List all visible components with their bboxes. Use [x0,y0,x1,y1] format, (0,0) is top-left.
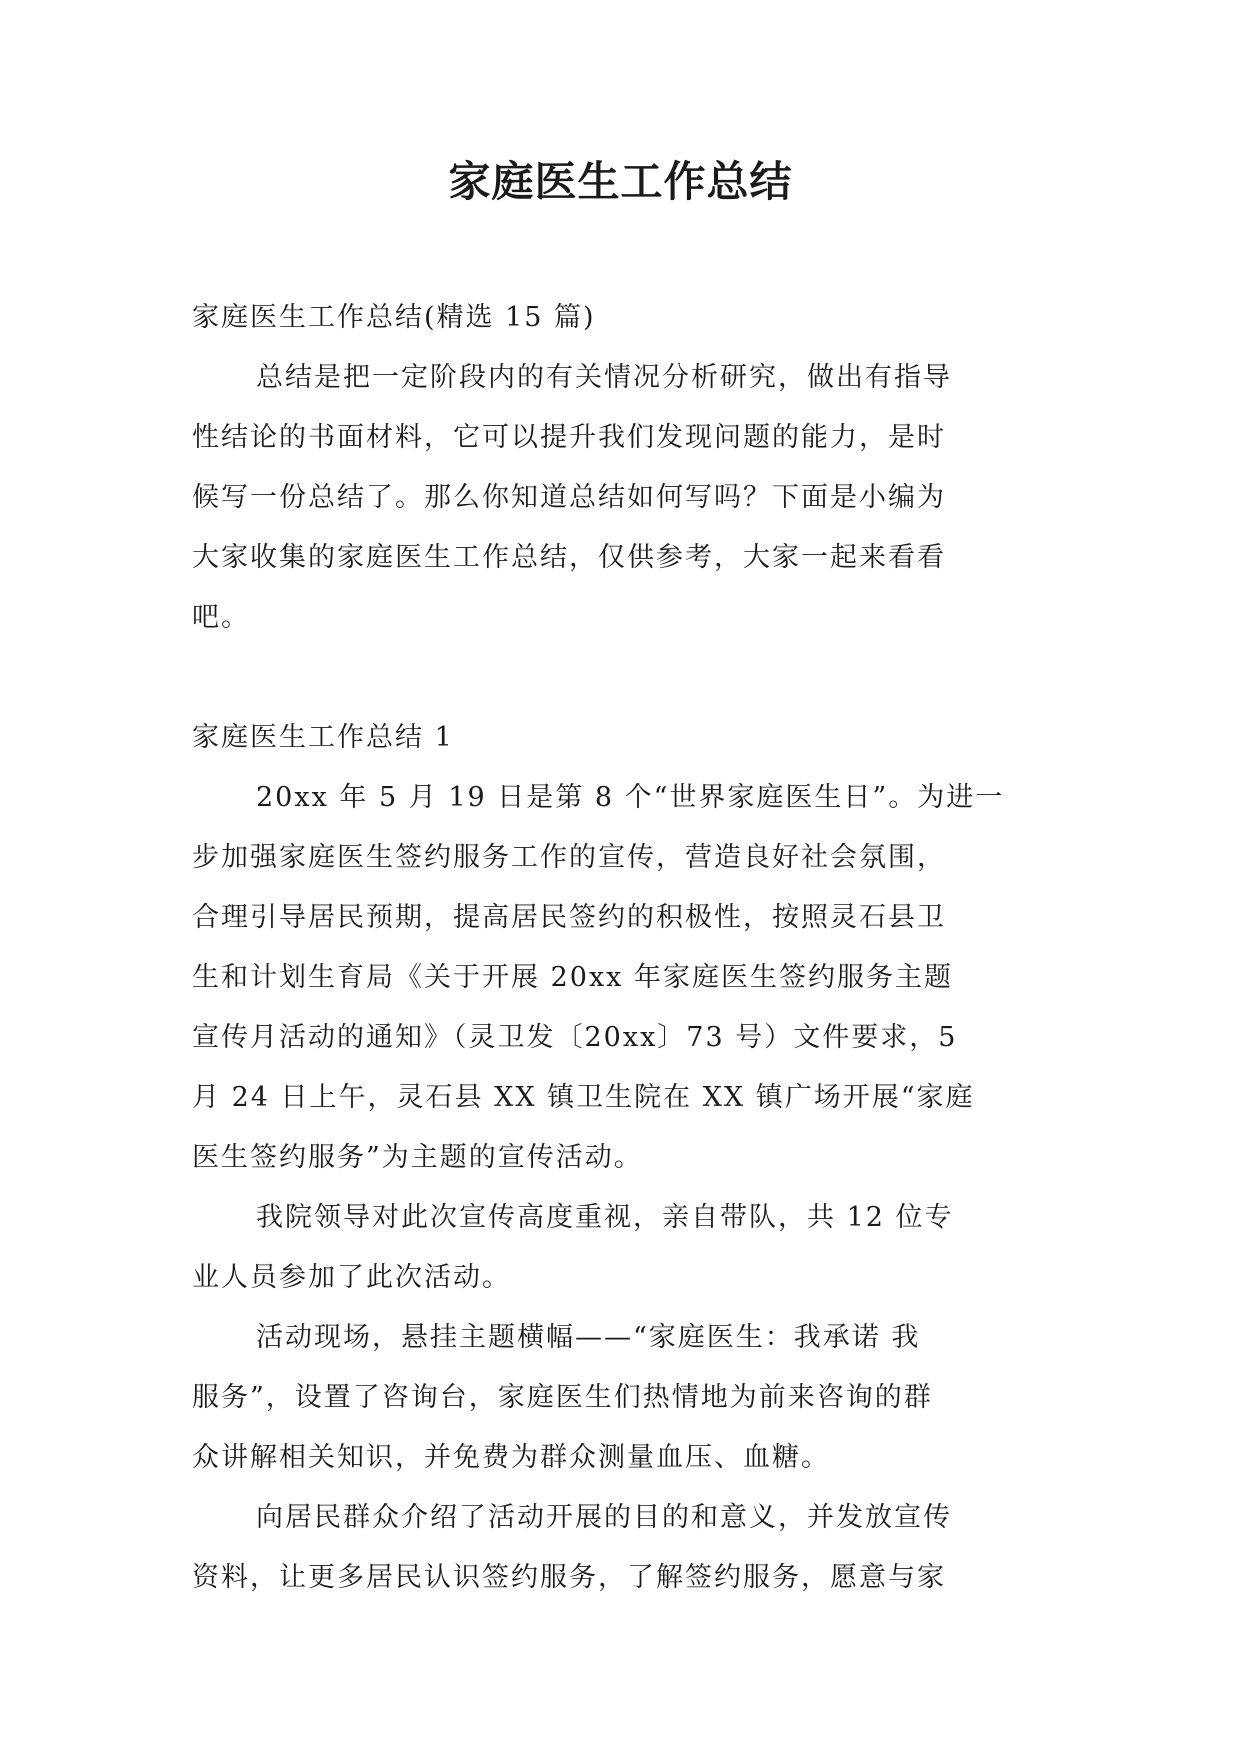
paragraph-line: 性结论的书面材料，它可以提升我们发现问题的能力，是时 [192,422,946,453]
paragraph-line: 生和计划生育局《关于开展 20xx 年家庭医生签约服务主题 [192,962,953,993]
paragraph-line: 合理引导居民预期，提高居民签约的积极性，按照灵石县卫 [192,902,946,933]
paragraph-line: 众讲解相关知识，并免费为群众测量血压、血糖。 [192,1442,830,1473]
paragraph-line: 业人员参加了此次活动。 [192,1262,511,1293]
paragraph-line: 宣传月活动的通知》（灵卫发〔20xx〕73 号）文件要求，5 [192,1022,958,1053]
section-heading-intro: 家庭医生工作总结(精选 15 篇) [192,302,596,333]
paragraph-spacer [192,648,1052,708]
paragraph-line: 步加强家庭医生签约服务工作的宣传，营造良好社会氛围， [192,842,946,873]
paragraph-line: 月 24 日上午，灵石县 XX 镇卫生院在 XX 镇广场开展“家庭 [192,1082,975,1113]
document-title: 家庭医生工作总结 [448,157,793,206]
section-heading-1: 家庭医生工作总结 1 [192,722,454,753]
paragraph-line: 活动现场，悬挂主题横幅——“家庭医生：我承诺 我 [256,1322,921,1353]
paragraph-line: 总结是把一定阶段内的有关情况分析研究，做出有指导 [256,362,952,393]
paragraph-line: 医生签约服务”为主题的宣传活动。 [192,1142,643,1173]
paragraph-line: 20xx 年 5 月 19 日是第 8 个“世界家庭医生日”。为进一 [256,782,1005,813]
paragraph-line: 资料，让更多居民认识签约服务，了解签约服务，愿意与家 [192,1562,946,1593]
paragraph-line: 我院领导对此次宣传高度重视，亲自带队，共 12 位专 [256,1202,954,1233]
paragraph-line: 向居民群众介绍了活动开展的目的和意义，并发放宣传 [256,1502,952,1533]
paragraph-line: 服务”，设置了咨询台，家庭医生们热情地为前来咨询的群 [192,1382,933,1413]
paragraph-line: 大家收集的家庭医生工作总结，仅供参考，大家一起来看看 [192,542,946,573]
document-body [192,288,1052,1608]
paragraph-line: 候写一份总结了。那么你知道总结如何写吗？下面是小编为 [192,482,946,513]
paragraph-line: 吧。 [192,602,250,633]
